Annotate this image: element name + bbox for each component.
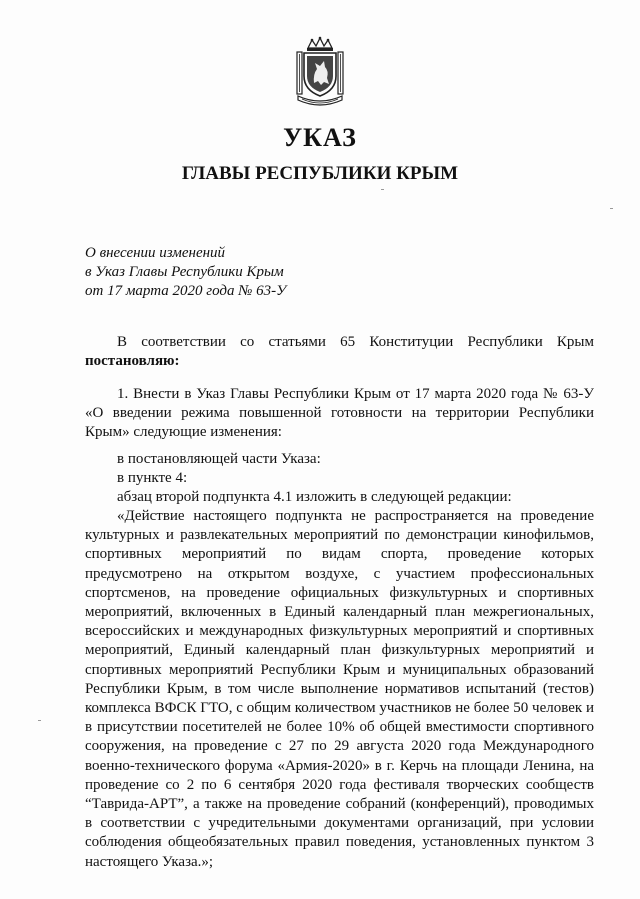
scan-speck (38, 720, 41, 721)
item-1-text: 1. Внести в Указ Главы Республики Крым от 17 марта 2020 года № 63-У «О введении режима повышенной готовности на территории Республики Крым» следующие изменения: (85, 386, 594, 441)
list-item: в постановляющей части Указа: (117, 451, 321, 467)
document-subtitle: ГЛАВЫ РЕСПУБЛИКИ КРЫМ (181, 163, 459, 184)
preamble-paragraph (85, 333, 594, 371)
subject-line: О внесении изменений (85, 245, 226, 261)
subject-line: от 17 марта 2020 года № 63-У (85, 283, 287, 299)
amendment-list (85, 450, 594, 508)
list-item: абзац второй подпункта 4.1 изложить в следующей редакции: (117, 489, 512, 506)
decree-word: постановляю: (85, 353, 180, 370)
coat-of-arms-emblem (294, 36, 346, 108)
list-item: в пункте 4: (117, 470, 188, 487)
subject-line: в Указ Главы Республики Крым (85, 264, 284, 280)
preamble-text: В соответствии со статьями 65 Конституции Республики Крым (117, 334, 594, 350)
scan-speck (381, 189, 384, 190)
document-subject (85, 244, 286, 301)
scan-speck (610, 208, 613, 209)
item-1-paragraph (85, 385, 594, 443)
amendment-quote-paragraph (85, 507, 594, 872)
document-title: УКАЗ (283, 123, 357, 152)
amendment-quote-text: «Действие настоящего подпункта не распространяется на проведение культурных и развлекательных мероприятий по демонстрации кинофильмов, спортивных мероприятий по видам спорта, проведение которых предусмотрено на открытом воздухе, с участием профессиональных спортсменов, на проведение официальных физкультурных и спортивных мероприятий, включенных в Единый календарный план межрегиональных, всероссийских и международных физкультурных мероприятий и спортивных мероприятий, Единый календарный план физкультурных мероприятий и спортивных мероприятий Республики Крым и муниципальных образований Республики Крым, в том числе выполнение нормативов испытаний (тестов) комплекса ВФСК ГТО, с общим количеством участников не более 50 человек и в присутствии посетителей не более 10% об общей вместимости спортивного сооружения, на проведение с 27 по 29 августа 2020 года Международного военно-технического форума «Армия-2020» в г. Керчь на площади Ленина, на проведение со 2 по 6 сентября 2020 года фестиваля творческих сообществ “Таврида-АРТ”, а также на проведение собраний (конференций), проводимых в соответствии с учредительными документами организаций, при условии соблюдения общеобязательных правил поведения, установленных пунктом 3 настоящего Указа.»; (85, 508, 594, 870)
